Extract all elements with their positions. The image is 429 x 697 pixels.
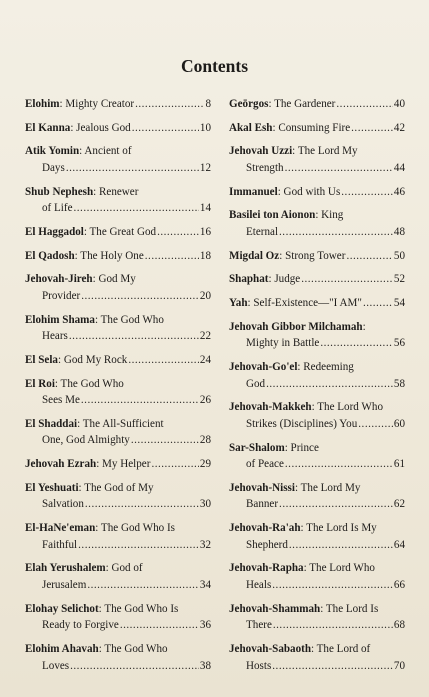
- toc-entry-name: Migdal Oz: [229, 249, 280, 262]
- toc-entry-name: Basilei ton Aionon: [229, 209, 316, 222]
- toc-entry: [229, 560, 405, 593]
- toc-entry-description: : The Lord of: [311, 642, 371, 655]
- toc-entry-continuation: There: [246, 619, 272, 632]
- toc-entry-description: : The Lord Who: [311, 401, 383, 414]
- toc-entry: [229, 440, 405, 473]
- toc-entry-description: : Judge: [268, 273, 301, 286]
- toc-entry-description: : The Lord Is My: [300, 522, 377, 535]
- dot-leader: [272, 658, 393, 675]
- toc-entry-line: [229, 248, 405, 265]
- page-title: Contents: [180, 56, 249, 76]
- toc-entry-name: Jehovah-Jireh: [25, 273, 93, 286]
- toc-entry-description: : Jealous God: [70, 121, 131, 134]
- toc-entry-continuation-line: [229, 335, 405, 352]
- toc-entry-page-number: 16: [199, 225, 211, 238]
- toc-entry-page-number: 26: [199, 394, 211, 407]
- toc-entry-name: Elohim Shama: [25, 313, 95, 326]
- toc-entry-description: : The Holy One: [74, 249, 144, 262]
- toc-entry: [229, 399, 405, 432]
- toc-entry: [229, 184, 405, 201]
- toc-entry-continuation-line: [25, 288, 211, 305]
- toc-entry-continuation: Heals: [246, 578, 272, 591]
- toc-entry-description: : Self-Existence—"I AM": [247, 297, 362, 309]
- toc-entry-line: [229, 440, 405, 457]
- toc-entry-description: : The Gardener: [268, 98, 336, 110]
- toc-entry-line: [229, 641, 405, 658]
- toc-entry-page-number: 34: [199, 578, 211, 591]
- toc-entry-line: [25, 184, 211, 201]
- toc-entry-continuation: Ready to Forgive: [42, 619, 119, 632]
- toc-entry-continuation-line: [229, 658, 405, 675]
- toc-entry-name: Jehovah Uzzi: [229, 145, 293, 158]
- dot-leader: [285, 456, 393, 473]
- toc-entry-page-number: 32: [199, 538, 211, 551]
- toc-entry: [229, 96, 405, 113]
- toc-entry-continuation-line: [229, 224, 405, 241]
- toc-entry-page-number: 48: [393, 225, 405, 238]
- toc-entry-continuation: Provider: [42, 289, 81, 302]
- toc-entry-line: [229, 96, 405, 113]
- toc-entry: [25, 560, 211, 593]
- toc-entry-continuation-line: [25, 200, 211, 217]
- toc-entry-continuation: Salvation: [42, 498, 84, 511]
- toc-entry-name: Jehovah Ezrah: [25, 458, 97, 471]
- toc-entry: [25, 224, 211, 241]
- toc-entry-description: : The God Who: [98, 642, 168, 655]
- toc-entry-line: [229, 520, 405, 537]
- toc-entry-line: [25, 480, 211, 497]
- toc-entry: [229, 143, 405, 176]
- toc-entry-page-number: 10: [199, 121, 211, 134]
- toc-entry-name: Shub Nephesh: [25, 185, 94, 198]
- dot-leader: [289, 537, 393, 554]
- toc-entry-continuation: of Peace: [246, 458, 284, 471]
- toc-entry-continuation: God: [246, 377, 266, 390]
- dot-leader: [346, 248, 392, 265]
- toc-entry-description: : The God Who Is: [95, 522, 175, 535]
- toc-entry-description: : Consuming Fire: [272, 121, 351, 134]
- toc-entry-page-number: 58: [393, 377, 405, 390]
- toc-entry-page-number: 12: [199, 161, 211, 174]
- toc-entry: [229, 480, 405, 513]
- toc-entry: [229, 359, 405, 392]
- toc-entry-name: Elah Yerushalem: [25, 562, 106, 575]
- toc-entry-name: Geōrgos: [229, 98, 269, 110]
- dot-leader: [135, 96, 204, 113]
- toc-entry-line: [229, 120, 405, 137]
- toc-entry-line: [229, 560, 405, 577]
- toc-entry-name: El Qadosh: [25, 249, 75, 262]
- toc-entry-continuation: Mighty in Battle: [246, 337, 320, 350]
- toc-entry-page-number: 36: [199, 619, 211, 632]
- toc-entry-continuation: Loves: [42, 659, 70, 672]
- toc-entry-page-number: 40: [393, 98, 405, 110]
- toc-entry-page-number: 30: [199, 498, 211, 511]
- toc-entry-continuation: Hears: [42, 330, 68, 343]
- dot-leader: [66, 160, 199, 177]
- toc-entry-line: [25, 520, 211, 537]
- toc-entry-page-number: 18: [199, 249, 211, 262]
- toc-entry-continuation: of Life: [42, 202, 73, 215]
- toc-entry: [25, 312, 211, 345]
- toc-entry-name: El-HaNe'eman: [25, 522, 96, 535]
- toc-entry-page-number: 20: [199, 289, 211, 302]
- toc-entry: [25, 456, 211, 473]
- toc-entry-page-number: 46: [393, 185, 405, 198]
- toc-entry-description: : The Great God: [83, 225, 157, 238]
- toc-entry-description: : The God of My: [78, 481, 154, 494]
- toc-entry-name: Jehovah-Go'el: [229, 360, 298, 373]
- dot-leader: [320, 335, 393, 352]
- toc-entry-page-number: 68: [393, 619, 405, 632]
- toc-entry-name: Akal Esh: [229, 121, 273, 134]
- toc-entry-line: [25, 416, 211, 433]
- toc-entry: [229, 641, 405, 674]
- toc-entry-continuation-line: [25, 160, 211, 177]
- toc-entry: [25, 641, 211, 674]
- toc-entry-description: : The Lord My: [292, 145, 358, 158]
- toc-entry-line: [229, 143, 405, 160]
- toc-entry: [25, 480, 211, 513]
- toc-entry-description: : Strong Tower: [279, 249, 346, 262]
- toc-entry-name: Elohay Selichot: [25, 602, 99, 615]
- toc-entry-continuation: Faithful: [42, 538, 78, 551]
- toc-entry-line: [25, 224, 211, 241]
- dot-leader: [74, 200, 199, 217]
- dot-leader: [279, 224, 393, 241]
- toc-entry-description: : Redeeming: [297, 360, 354, 373]
- dot-leader: [363, 295, 393, 312]
- toc-entry-line: [25, 601, 211, 618]
- dot-leader: [128, 352, 199, 369]
- toc-entry-page-number: 60: [393, 417, 405, 430]
- toc-entry: [25, 120, 211, 137]
- toc-entry-name: El Kanna: [25, 121, 71, 134]
- toc-entry-description: :: [362, 320, 366, 333]
- dot-leader: [351, 120, 393, 137]
- dot-leader: [131, 432, 199, 449]
- dot-leader: [81, 392, 199, 409]
- toc-entry-line: [25, 312, 211, 329]
- toc-entry-continuation-line: [229, 416, 405, 433]
- toc-entry-description: : Ancient of: [79, 145, 132, 158]
- dot-leader: [85, 496, 199, 513]
- dot-leader: [341, 184, 393, 201]
- dot-leader: [145, 248, 199, 265]
- toc-entry-name: Jehovah-Makkeh: [229, 401, 312, 414]
- toc-entry-description: : Renewer: [93, 185, 139, 198]
- dot-leader: [358, 416, 393, 433]
- toc-entry: [25, 376, 211, 409]
- toc-entry-line: [25, 456, 211, 473]
- toc-entry-description: : Mighty Creator: [59, 98, 135, 110]
- toc-entry-continuation: Shepherd: [246, 538, 288, 551]
- toc-entry-line: [25, 352, 211, 369]
- toc-entry-line: [25, 143, 211, 160]
- toc-entry-continuation-line: [25, 328, 211, 345]
- toc-entry: [229, 295, 405, 312]
- toc-entry-page-number: 54: [393, 297, 405, 309]
- toc-entry-description: : The Lord My: [294, 481, 361, 494]
- toc-entry-line: [229, 207, 405, 224]
- toc-entry-page-number: 8: [205, 98, 211, 110]
- toc-entry-line: [229, 601, 405, 618]
- toc-entry-line: [229, 295, 405, 312]
- toc-entry-continuation: Hosts: [246, 659, 272, 672]
- toc-entry-line: [229, 399, 405, 416]
- toc-entry: [229, 207, 405, 240]
- toc-entry-line: [25, 120, 211, 137]
- toc-entry-continuation-line: [25, 496, 211, 513]
- toc-entry: [229, 248, 405, 265]
- toc-entry: [25, 96, 211, 113]
- toc-entry-page-number: 64: [393, 538, 405, 551]
- toc-entry-name: Jehovah-Ra'ah: [229, 522, 301, 535]
- toc-entry-description: : The All-Sufficient: [77, 417, 164, 430]
- toc-entry-page-number: 66: [393, 578, 405, 591]
- dot-leader: [87, 577, 199, 594]
- toc-entry-page-number: 50: [393, 249, 405, 262]
- dot-leader: [266, 376, 393, 393]
- toc-entry-line: [25, 560, 211, 577]
- toc-entry: [229, 520, 405, 553]
- toc-entry-name: Atik Yomin: [25, 145, 80, 158]
- dot-leader: [285, 160, 393, 177]
- toc-entry-name: El Shaddai: [25, 417, 78, 430]
- toc-entry-continuation-line: [229, 376, 405, 393]
- toc-entry-page-number: 70: [393, 659, 405, 672]
- toc-entry-description: : King: [315, 209, 344, 222]
- toc-entry-page-number: 42: [393, 121, 405, 134]
- toc-entry-continuation: Strikes (Disciplines) You: [246, 417, 358, 430]
- contents-column-right: [229, 96, 405, 681]
- toc-entry-name: El Haggadol: [25, 225, 84, 238]
- dot-leader: [301, 271, 393, 288]
- toc-entry: [25, 352, 211, 369]
- toc-entry-name: Sar-Shalom: [229, 441, 285, 454]
- toc-entry: [229, 271, 405, 288]
- toc-entry-continuation-line: [229, 617, 405, 634]
- toc-entry-continuation: Banner: [246, 498, 279, 511]
- toc-entry-name: Jehovah-Nissi: [229, 481, 295, 494]
- toc-entry: [25, 143, 211, 176]
- toc-entry-page-number: 29: [199, 458, 211, 471]
- toc-entry: [25, 520, 211, 553]
- dot-leader: [279, 496, 393, 513]
- toc-entry-line: [25, 376, 211, 393]
- toc-entry-page-number: 22: [199, 330, 211, 343]
- toc-entry-name: Yah: [229, 297, 248, 309]
- toc-entry-description: : God of: [105, 562, 143, 575]
- toc-entry-name: El Yeshuati: [25, 481, 79, 494]
- toc-entry-line: [25, 96, 211, 113]
- toc-entry-page-number: 28: [199, 434, 211, 447]
- toc-entry-page-number: 61: [393, 458, 405, 471]
- toc-entry-description: : My Helper: [96, 458, 151, 471]
- toc-entry-page-number: 14: [199, 202, 211, 215]
- toc-entry-name: Jehovah-Sabaoth: [229, 642, 311, 655]
- toc-entry-line: [25, 641, 211, 658]
- dot-leader: [81, 288, 199, 305]
- toc-entry-continuation-line: [229, 577, 405, 594]
- toc-entry: [25, 601, 211, 634]
- toc-entry-description: : Prince: [284, 441, 319, 454]
- toc-entry-continuation: Eternal: [246, 225, 279, 238]
- toc-entry-line: [229, 184, 405, 201]
- toc-entry-name: El Roi: [25, 377, 55, 390]
- toc-entry-line: [229, 271, 405, 288]
- dot-leader: [78, 537, 199, 554]
- toc-entry-name: Shaphat: [229, 273, 269, 286]
- toc-entry-page-number: 38: [199, 659, 211, 672]
- toc-entry-name: Jehovah-Shammah: [229, 602, 321, 615]
- toc-entry-line: [25, 271, 211, 288]
- toc-entry-description: : The God Who Is: [98, 602, 179, 615]
- toc-entry-description: : The Lord Is: [320, 602, 379, 615]
- contents-column-left: [25, 96, 211, 681]
- dot-leader: [69, 328, 199, 345]
- toc-entry-page-number: 62: [393, 498, 405, 511]
- toc-entry-page-number: 56: [393, 337, 405, 350]
- toc-entry: [25, 271, 211, 304]
- toc-entry-continuation-line: [25, 537, 211, 554]
- toc-entry: [25, 416, 211, 449]
- toc-entry-continuation-line: [25, 617, 211, 634]
- toc-entry-name: Jehovah-Rapha: [229, 562, 304, 575]
- toc-entry-continuation-line: [25, 432, 211, 449]
- toc-entry-continuation: Sees Me: [42, 394, 80, 407]
- toc-entry: [229, 319, 405, 352]
- toc-entry: [25, 184, 211, 217]
- toc-entry-name: Elohim: [25, 98, 60, 110]
- toc-entry-line: [25, 248, 211, 265]
- dot-leader: [273, 617, 393, 634]
- toc-entry-continuation-line: [25, 577, 211, 594]
- toc-entry-name: Elohim Ahavah: [25, 642, 99, 655]
- toc-entry-line: [229, 359, 405, 376]
- toc-entry-name: El Sela: [25, 353, 58, 366]
- dot-leader: [336, 96, 393, 113]
- toc-entry-description: : The God Who: [94, 313, 164, 326]
- dot-leader: [157, 224, 199, 241]
- toc-entry-continuation-line: [229, 456, 405, 473]
- toc-entry-line: [229, 319, 405, 336]
- toc-entry: [229, 120, 405, 137]
- toc-entry-continuation-line: [25, 658, 211, 675]
- toc-entry-continuation: Days: [42, 161, 65, 174]
- toc-entry-name: Jehovah Gibbor Milchamah: [229, 320, 363, 333]
- toc-entry-continuation: One, God Almighty: [42, 434, 130, 447]
- dot-leader: [151, 456, 198, 473]
- toc-entry-page-number: 44: [393, 161, 405, 174]
- toc-entry-description: : God My Rock: [57, 353, 128, 366]
- toc-entry-description: : God My: [92, 273, 136, 286]
- dot-leader: [272, 577, 393, 594]
- toc-entry-page-number: 24: [199, 353, 211, 366]
- toc-entry-continuation: Strength: [246, 161, 284, 174]
- toc-entry-continuation-line: [229, 496, 405, 513]
- toc-entry-continuation-line: [229, 160, 405, 177]
- toc-entry: [229, 601, 405, 634]
- dot-leader: [132, 120, 199, 137]
- toc-entry-description: : The God Who: [54, 377, 124, 390]
- toc-entry-line: [229, 480, 405, 497]
- toc-entry-name: Immanuel: [229, 185, 278, 198]
- toc-entry-description: : God with Us: [277, 185, 341, 198]
- toc-entry-description: : The Lord Who: [303, 562, 375, 575]
- dot-leader: [70, 658, 199, 675]
- toc-entry-continuation-line: [25, 392, 211, 409]
- dot-leader: [120, 617, 199, 634]
- toc-entry-page-number: 52: [393, 273, 405, 286]
- toc-entry-continuation: Jerusalem: [42, 578, 87, 591]
- toc-entry: [25, 248, 211, 265]
- toc-entry-continuation-line: [229, 537, 405, 554]
